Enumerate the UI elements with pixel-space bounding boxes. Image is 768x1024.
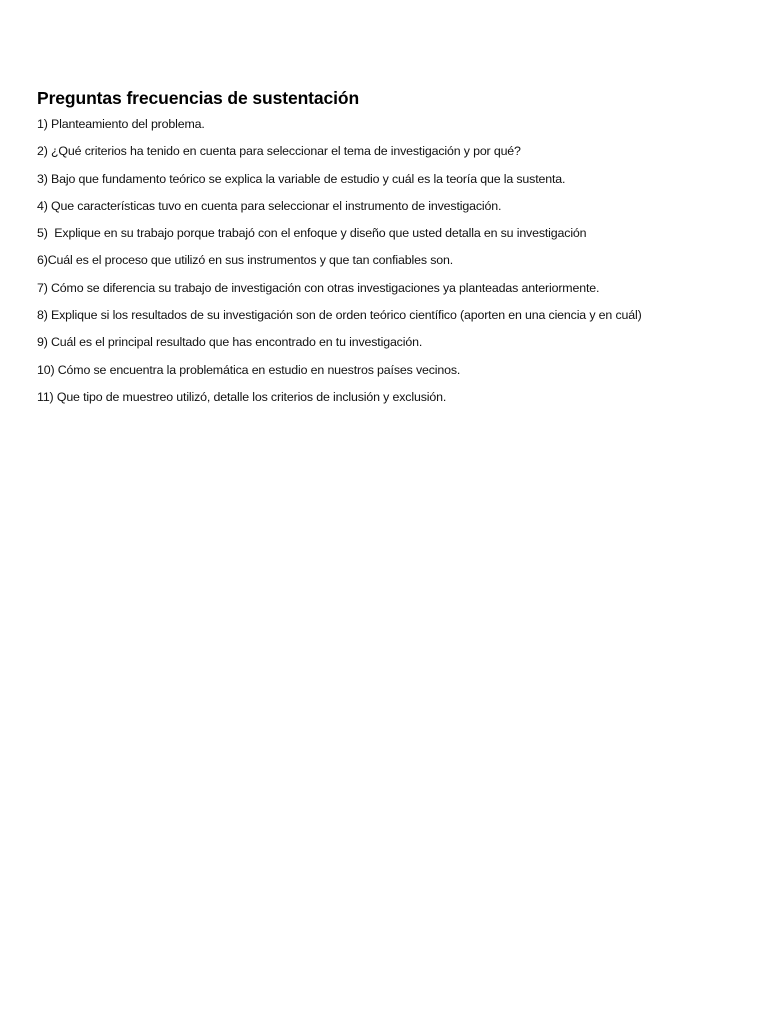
question-item: 8) Explique si los resultados de su investigación son de orden teórico científico (aporten en una ciencia y en cuál): [37, 308, 642, 323]
question-list: [37, 116, 737, 406]
question-item: 2) ¿Qué criterios ha tenido en cuenta para seleccionar el tema de investigación y por qué?: [37, 144, 521, 159]
question-item: 10) Cómo se encuentra la problemática en estudio en nuestros países vecinos.: [37, 362, 461, 377]
document-content: [37, 86, 737, 416]
question-item: 9) Cuál es el principal resultado que has encontrado en tu investigación.: [37, 335, 423, 350]
question-item: 5) Explique en su trabajo porque trabajó con el enfoque y diseño que usted detalla en su investigación: [37, 226, 587, 241]
document-title: Preguntas frecuencias de sustentación: [37, 88, 360, 108]
question-item: 3) Bajo que fundamento teórico se explica la variable de estudio y cuál es la teoría que la sustenta.: [37, 171, 566, 186]
question-item: 4) Que características tuvo en cuenta para seleccionar el instrumento de investigación.: [37, 198, 502, 213]
question-item: 11) Que tipo de muestreo utilizó, detalle los criterios de inclusión y exclusión.: [37, 389, 447, 404]
question-item: 7) Cómo se diferencia su trabajo de investigación con otras investigaciones ya planteadas anteriormente.: [37, 280, 600, 295]
question-item: 6)Cuál es el proceso que utilizó en sus instrumentos y que tan confiables son.: [37, 253, 454, 268]
question-item: 1) Planteamiento del problema.: [37, 117, 205, 131]
